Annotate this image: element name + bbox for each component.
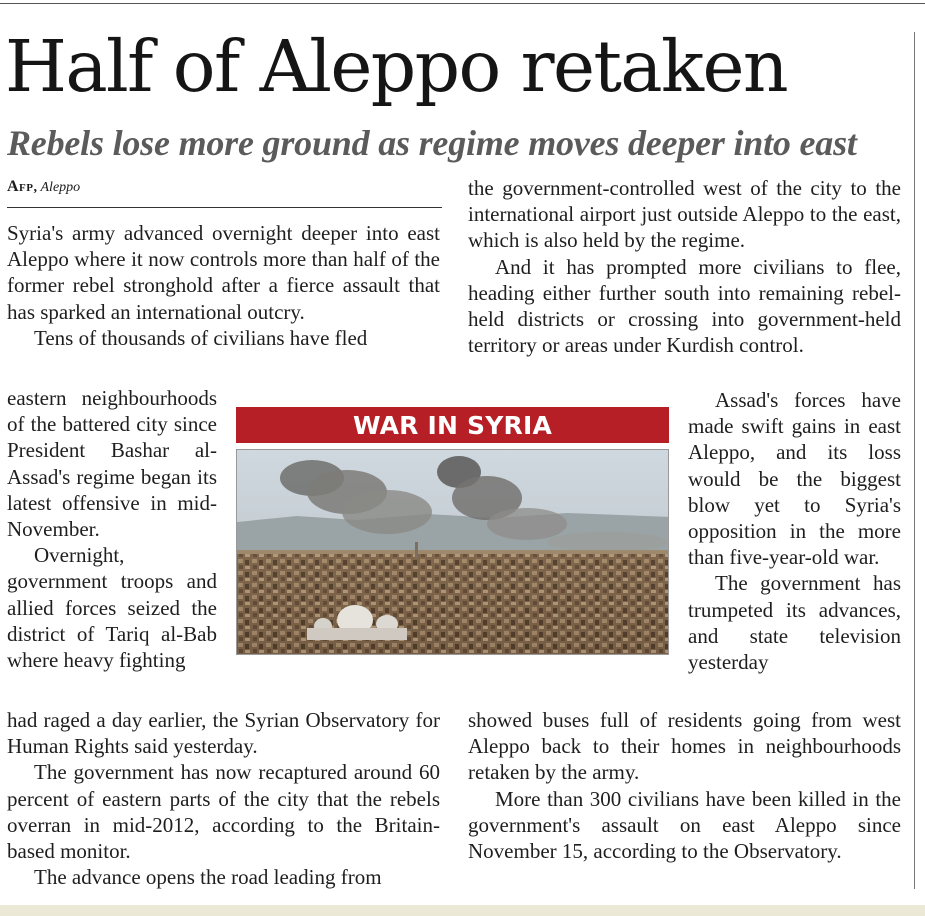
column-2-top xyxy=(468,175,901,358)
paragraph-2-wrap: eastern neighbourhoods of the battered city since President Bashar al-Assad's regime began its latest offensive in mid-November. xyxy=(7,386,217,542)
column-1-bottom xyxy=(7,707,440,890)
aleppo-smoke-photo xyxy=(236,449,669,655)
byline xyxy=(7,178,80,197)
bottom-strip xyxy=(0,905,925,916)
paragraph-3-wrap: Overnight, government troops and allied forces seized the district of Tariq al-Bab where heavy fighting xyxy=(7,543,217,673)
paragraph-7-wrap: Assad's forces have made swift gains in east Aleppo, and its loss would be the biggest blow yet to Syria's opposition in the more than five-year-old war. xyxy=(688,388,901,570)
byline-place: Aleppo xyxy=(40,180,81,195)
paragraph-8-wrap: The government has trumpeted its advances, and state television yesterday xyxy=(688,571,901,675)
column-2-bottom xyxy=(468,707,901,864)
city-skyline-image xyxy=(237,450,669,655)
war-in-syria-banner: WAR IN SYRIA xyxy=(236,407,669,443)
paragraph-5-lead: The advance opens the road leading from xyxy=(34,865,382,890)
column-divider xyxy=(914,32,915,889)
column-2-wrap xyxy=(688,387,901,675)
top-rule xyxy=(0,3,925,4)
paragraph-2-lead: Tens of thousands of civilians have fled xyxy=(34,325,368,350)
column-1-top xyxy=(7,220,440,351)
byline-rule xyxy=(7,207,442,208)
paragraph-4: The government has now recaptured around 60 percent of eastern parts of the city that the rebels overran in mid-2012, according to the Britain-based monitor. xyxy=(7,760,440,864)
paragraph-3-full: had raged a day earlier, the Syrian Observatory for Human Rights said yesterday. xyxy=(7,708,440,759)
paragraph-9: More than 300 civilians have been killed in the government's assault on east Aleppo since November 15, according to the Observatory. xyxy=(468,786,901,864)
paragraph-1: Syria's army advanced overnight deeper into east Aleppo where it now controls more than half of the former rebel stronghold after a fierce assault that has sparked an international outcry. xyxy=(7,221,440,324)
paragraph-5-cont: the government-controlled west of the city to the international airport just outside Aleppo to the east, which is also held by the regime. xyxy=(468,176,901,253)
subheadline: Rebels lose more ground as regime moves deeper into east xyxy=(7,123,857,163)
headline: Half of Aleppo retaken xyxy=(5,25,787,108)
byline-separator: , xyxy=(33,180,37,195)
byline-agency: Afp xyxy=(7,178,34,195)
paragraph-8-full: showed buses full of residents going from west Aleppo back to their homes in neighbourhoods retaken by the army. xyxy=(468,708,901,785)
paragraph-6: And it has prompted more civilians to flee, heading either further south into remaining rebel-held districts or crossing into government-held territory or areas under Kurdish control. xyxy=(468,254,901,358)
column-1-wrap xyxy=(7,385,217,673)
